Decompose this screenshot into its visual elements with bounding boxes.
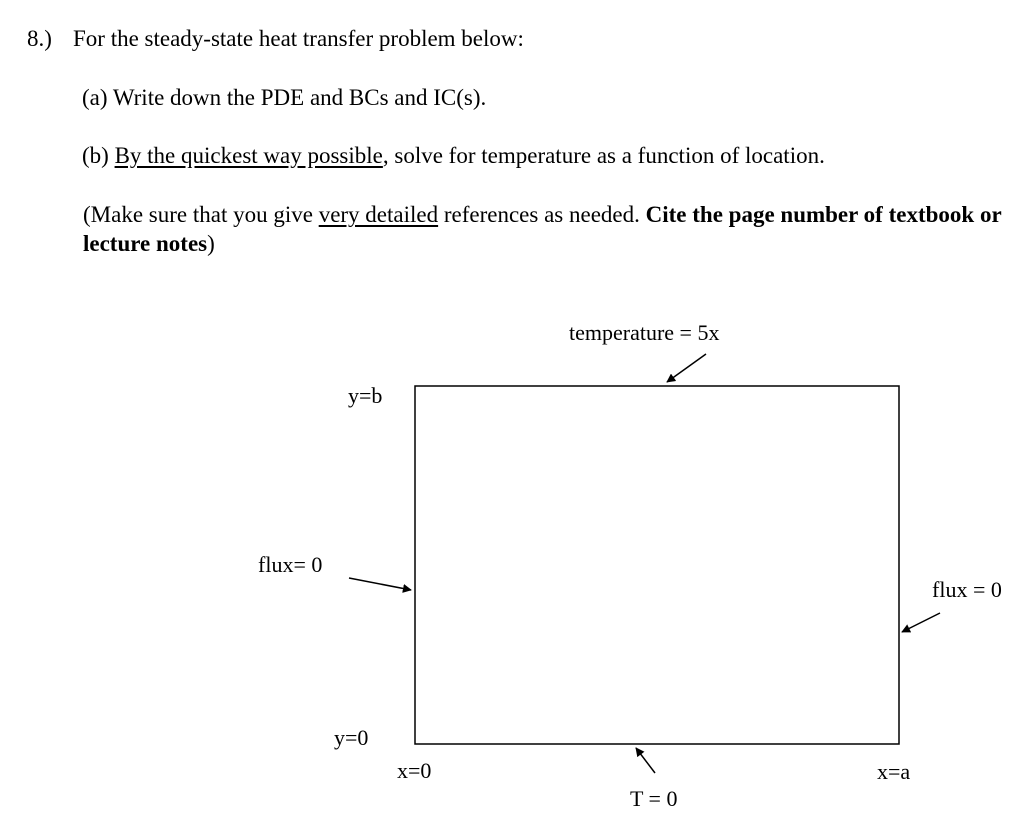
- note-open: (Make sure that you give: [83, 202, 319, 227]
- note-underlined: very detailed: [318, 202, 439, 227]
- note-mid: references as needed.: [438, 202, 646, 227]
- top-boundary-label: temperature = 5x: [569, 320, 720, 345]
- domain-rectangle: [415, 386, 899, 744]
- left-boundary-label: flux= 0: [258, 552, 323, 577]
- x-left-label: x=0: [397, 758, 432, 783]
- right-condition-arrow: [902, 613, 940, 632]
- top-condition-arrow: [667, 354, 706, 382]
- right-boundary-label: flux = 0: [932, 577, 1002, 602]
- note-bold: Cite the page number of textbook or lecture notes: [83, 202, 1002, 256]
- bottom-boundary-label: T = 0: [630, 786, 678, 811]
- y-bottom-label: y=0: [334, 725, 369, 750]
- question-intro: For the steady-state heat transfer problem below:: [73, 26, 524, 51]
- note-close: ): [207, 231, 215, 256]
- y-top-label: y=b: [348, 383, 383, 408]
- x-right-label: x=a: [877, 759, 911, 784]
- part-b-underlined: By the quickest way possible: [114, 143, 383, 168]
- part-b-rest: , solve for temperature as a function of location.: [382, 143, 825, 168]
- bottom-condition-arrow: [636, 748, 655, 773]
- part-a: (a) Write down the PDE and BCs and IC(s).: [82, 85, 487, 110]
- left-condition-arrow: [349, 578, 411, 590]
- part-b-prefix: (b): [82, 143, 115, 168]
- question-number: 8.): [27, 26, 52, 51]
